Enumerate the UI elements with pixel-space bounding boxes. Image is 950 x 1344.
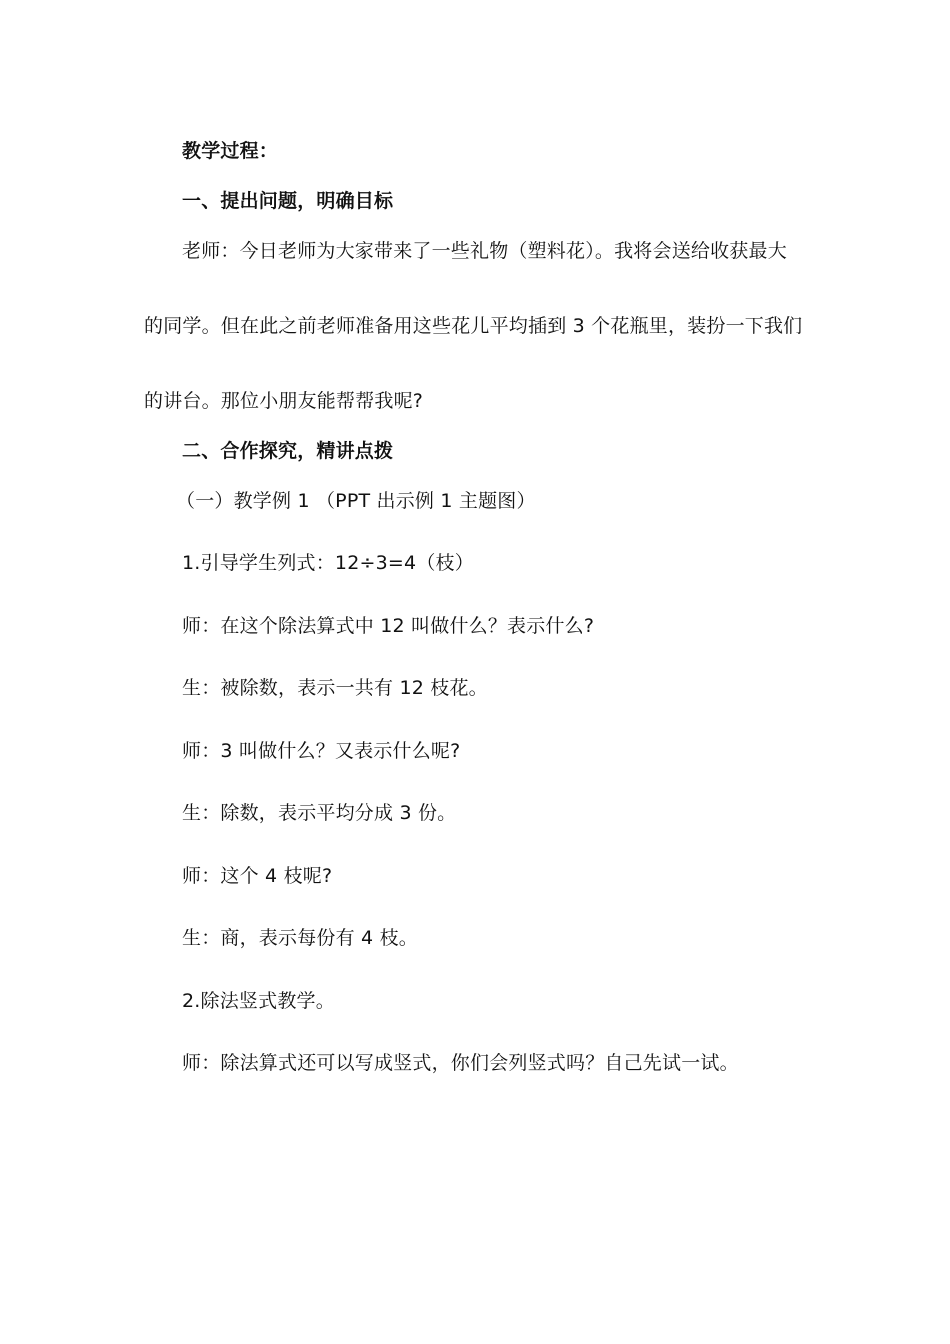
last-line: 师：除法算式还可以写成竖式，你们会列竖式吗？自己先试一试。 bbox=[182, 1052, 739, 1074]
dialog-line: 师：这个 4 枝呢? bbox=[182, 865, 333, 887]
item-2: 2.除法竖式教学。 bbox=[182, 990, 335, 1012]
paragraph-1-line-3: 的讲台。那位小朋友能帮帮我呢? bbox=[144, 390, 424, 412]
section-2-title: 二、合作探究，精讲点拨 bbox=[182, 440, 394, 462]
paragraph-1-line-2: 的同学。但在此之前老师准备用这些花儿平均插到 3 个花瓶里，装扮一下我们 bbox=[144, 315, 803, 337]
dialog-line: 师：在这个除法算式中 12 叫做什么？表示什么? bbox=[182, 615, 595, 637]
section-1-title: 一、提出问题，明确目标 bbox=[182, 190, 394, 212]
item-1: 1.引导学生列式：12÷3=4（枝） bbox=[182, 552, 474, 574]
dialog-line: 生：被除数，表示一共有 12 枝花。 bbox=[182, 677, 488, 699]
paragraph-1-line-1: 老师：今日老师为大家带来了一些礼物（塑料花）。我将会送给收获最大 bbox=[182, 240, 787, 262]
dialog-line: 生：除数，表示平均分成 3 份。 bbox=[182, 802, 457, 824]
dialog-line: 生：商，表示每份有 4 枝。 bbox=[182, 927, 418, 949]
dialog-line: 师：3 叫做什么？又表示什么呢? bbox=[182, 740, 461, 762]
subsection-1-title: （一）教学例 1 （PPT 出示例 1 主题图） bbox=[176, 490, 536, 512]
heading-teaching-process: 教学过程： bbox=[182, 140, 279, 162]
